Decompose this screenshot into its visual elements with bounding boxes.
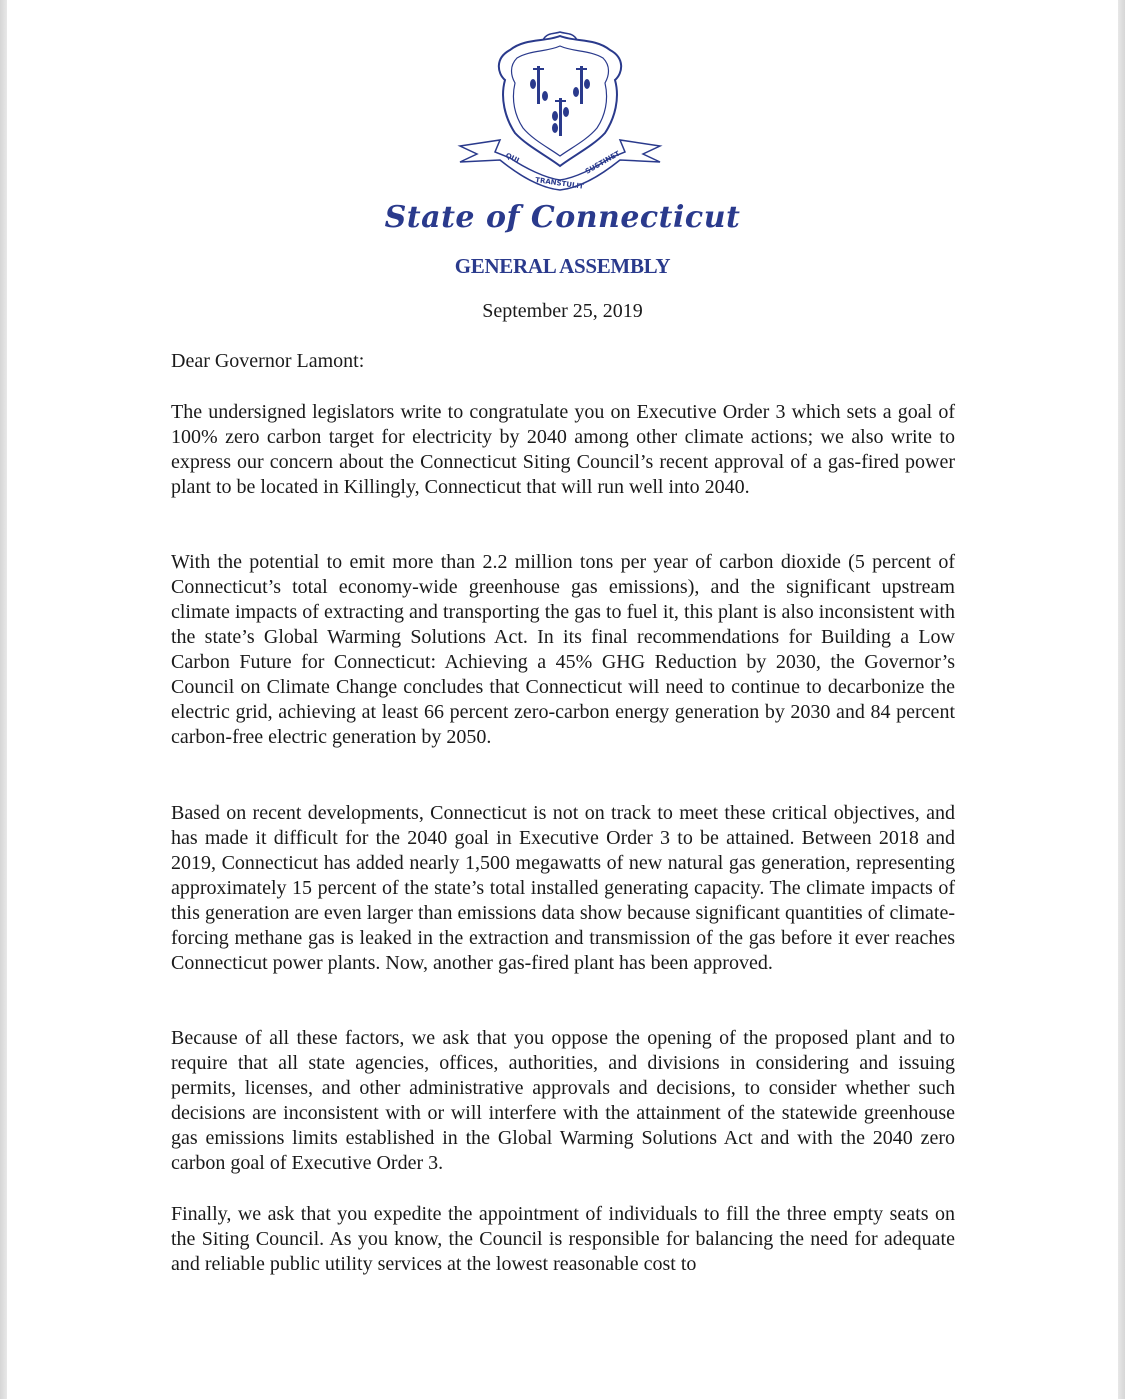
- svg-text:QUI: QUI: [504, 151, 521, 165]
- letterhead-title: State of Connecticut: [384, 200, 741, 235]
- letterhead-subtitle: GENERAL ASSEMBLY: [454, 254, 671, 278]
- svg-text:SUSTINET: SUSTINET: [584, 149, 622, 176]
- paragraph-1: The undersigned legislators write to congratulate you on Executive Order 3 which sets a goal of 100% zero carbon target for electricity by 2040 among other climate actions; we also write to express our concern about the Connecticut Siting Council’s recent approval of a gas-fired power plant to be located in Killingly, Connecticut that will run well into 2040.: [171, 401, 955, 498]
- svg-text:TRANSTULIT: TRANSTULIT: [534, 176, 585, 191]
- paragraph-3: Based on recent developments, Connecticut is not on track to meet these critical objectives, and has made it difficult for the 2040 goal in Executive Order 3 to be attained. Between 2018 and 2019, Connecticut has added nearly 1,500 megawatts of new natural gas generation, representing approximately 15 percent of the state’s total installed generating capacity. The climate impacts of this generation are even larger than emissions data show because significant quantities of climate-forcing methane gas is leaked in the extraction and transmission of the gas before it ever reaches Connecticut power plants. Now, another gas-fired plant has been approved.: [171, 802, 955, 974]
- paragraph-4: Because of all these factors, we ask that you oppose the opening of the proposed plant and to require that all state agencies, offices, authorities, and divisions in considering and issuing permits, licenses, and other administrative approvals and decisions, to consider whether such decisions are inconsistent with or will interfere with the attainment of the statewide greenhouse gas emissions limits established in the Global Warming Solutions Act and with the 2040 zero carbon goal of Executive Order 3.: [171, 1027, 955, 1174]
- paragraph-2: With the potential to emit more than 2.2 million tons per year of carbon dioxide (5 percent of Connecticut’s total economy-wide greenhouse gas emissions), and the significant upstream climate impacts of extracting and transporting the gas to fuel it, this plant is also inconsistent with the state’s Global Warming Solutions Act. In its final recommendations for Building a Low Carbon Future for Connecticut: Achieving a 45% GHG Reduction by 2030, the Governor’s Council on Climate Change concludes that Connecticut will need to continue to decarbonize the electric grid, achieving at least 66 percent zero-carbon energy generation by 2030 and 84 percent carbon-free electric generation by 2050.: [171, 551, 955, 748]
- salutation: Dear Governor Lamont:: [171, 350, 365, 372]
- letter-date: September 25, 2019: [482, 300, 643, 322]
- state-seal-icon: [455, 28, 665, 198]
- paragraph-5: Finally, we ask that you expedite the appointment of individuals to fill the three empty seats on the Siting Council. As you know, the Council is responsible for balancing the need for adequate and reliable public utility services at the lowest reasonable cost to: [171, 1203, 955, 1275]
